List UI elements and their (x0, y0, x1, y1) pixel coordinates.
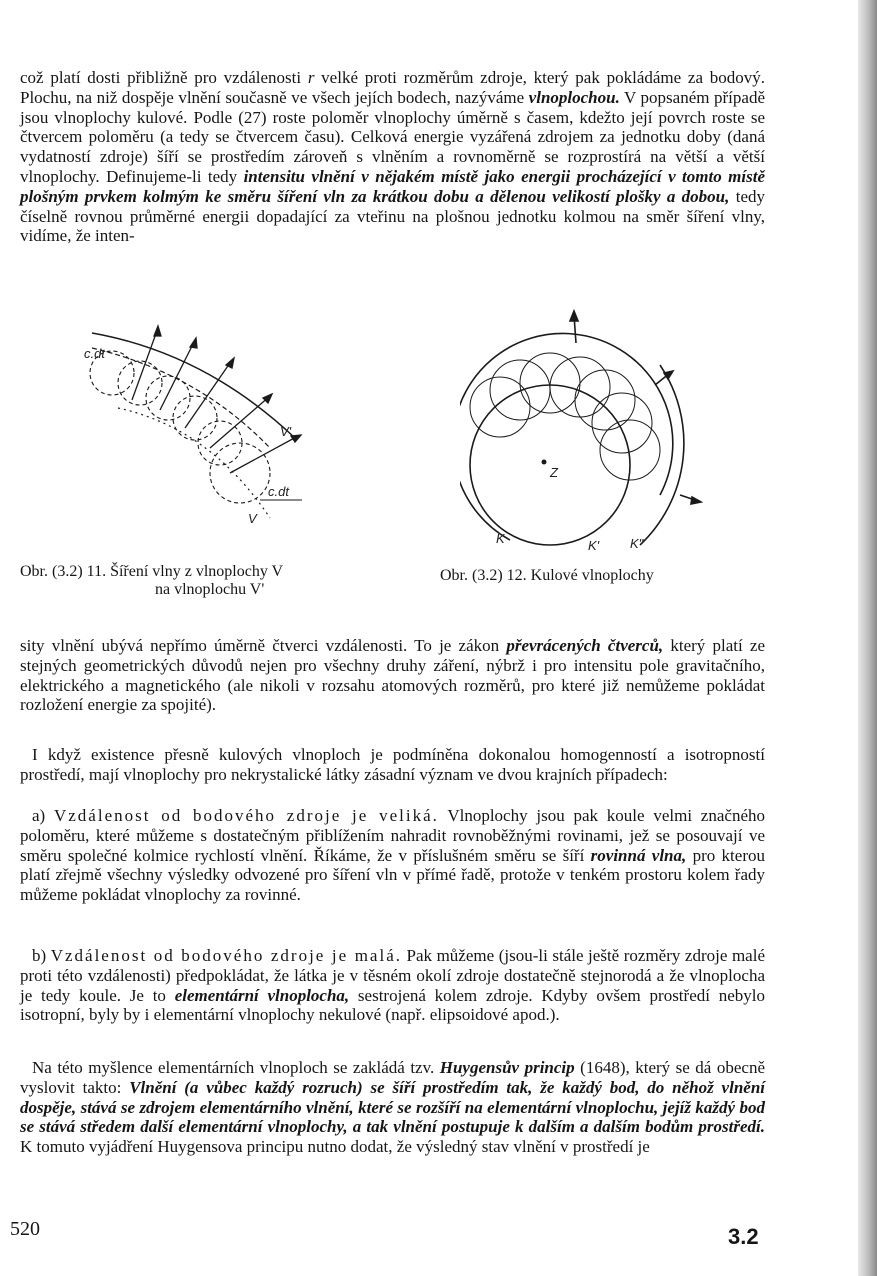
label-k-prime: K' (588, 538, 600, 553)
label-z: Z (550, 465, 558, 480)
paragraph-intensity-definition (20, 68, 765, 246)
term-inverse-square: převrácených čtverců, (506, 636, 664, 655)
figure-11-wave-propagation (70, 318, 330, 543)
ray (185, 360, 232, 428)
paragraph-huygens-principle (20, 1058, 765, 1157)
text-run: Vlnoplochy jsou pak koule velmi značného poloměru, které můžeme s dostatečným přiblížením nahradit rovnoběžnými rovinami, jež se posouvají ve směru společné kolmice rychlostí vlnění. Říkáme, že v příslušném směru se šíří (20, 806, 765, 865)
elementary-wavelet (575, 370, 635, 430)
arrow-head (664, 371, 673, 379)
caption-line: Obr. (3.2) 11. Šíření vlny z vlnoplochy V (20, 563, 284, 580)
arrow-head (190, 338, 197, 348)
case-heading: Vzdálenost od bodového zdroje je veliká. (53, 806, 439, 825)
variable-r: r (307, 68, 315, 87)
wavefront-k-double-prime (640, 365, 684, 545)
term-elementary-wavefront: elementární vlnoplocha, (174, 985, 350, 1005)
text-run: což platí dosti přibližně pro vzdálenosti (20, 68, 308, 87)
text-run: (1648), který se dá obecně vyslovit takto: (20, 1058, 765, 1097)
term-plane-wave: rovinná vlna, (590, 845, 687, 865)
label-k: K (496, 531, 505, 546)
source-point (542, 460, 547, 465)
wavefront-k-prime (460, 334, 673, 540)
label-cdt-bottom: c.dt (268, 484, 289, 499)
elementary-wavelet (173, 396, 217, 440)
text-run: sity vlnění ubývá nepřímo úměrně čtverci vzdálenosti. To je zákon (20, 636, 507, 655)
text-run: Pak můžeme (jsou-li stále ještě rozměry zdroje malé proti této vzdálenosti) předpokládat, že látka je v těsném okolí zdroje dostatečně stejnorodá a že vlnoplocha je tedy koule. Je to (20, 946, 765, 1005)
text-run: pro kterou platí zřejmě všechny výsledky odvozené pro šíření vln v přímé řadě, protože v tenkém prostoru kolem řady můžeme pokládat vlnoplochy za rovinné. (20, 845, 765, 905)
term-huygens: Huygensův princip (439, 1058, 575, 1077)
label-v: V (248, 511, 257, 526)
text-run: V popsaném případě jsou vlnoplochy kulové. Podle (27) roste poloměr vlnoplochy úměrně s časem, kdežto její povrch roste se čtvercem poloměru (a tedy se čtvercem času). Celková energie vyzářená zdrojem za jednotku doby (daná vydatností zdroje) šíří se prostředím zároveň s vlněním a rovnoměrně se rozprostírá na větší a větší vlnoplochy. Definujeme-li tedy (20, 87, 765, 186)
ray (230, 436, 298, 473)
ray (132, 328, 158, 400)
paragraph-case-a (20, 806, 765, 905)
case-label: b) (32, 946, 51, 965)
elementary-wavelet (118, 361, 162, 405)
text-run: sestrojená kolem zdroje. Kdyby ovšem prostředí nebylo isotropní, byly by i elementární vlnoplochy nekulové (např. elipsoidové apod.). (20, 985, 765, 1025)
figure-12-spherical-wavefronts (460, 305, 710, 555)
page-number: 520 (10, 1218, 40, 1240)
definition-intensity: intensitu vlnění v nějakém místě jako energii procházející v tomto místě plošným prvkem kolmým ke směru šíření vln za krátkou dobu a dělenou velikostí plošky a dobou, (20, 166, 765, 206)
elementary-wavelet (146, 376, 190, 420)
paragraph-inverse-square-law (20, 636, 765, 715)
text-run: K tomuto vyjádření Huygensova principu nutno dodat, že výsledný stav vlnění v prostředí je (20, 1137, 650, 1157)
arrow-head (691, 497, 701, 504)
paragraph-homogeneity: I když existence přesně kulových vlnoploch je podmíněna dokonalou homogenností a isotropností prostředí, mají vlnoplochy pro nekrystalické látky zásadní význam ve dvou krajních případech: (20, 745, 765, 784)
figure-11-caption (20, 563, 283, 599)
arrow-head (570, 311, 578, 321)
arrow-head (154, 326, 161, 336)
section-number: 3.2 (728, 1224, 759, 1249)
text-run: Na této myšlence elementárních vlnoploch se zakládá tzv. (32, 1058, 440, 1077)
text-run: který platí ze stejných geometrických důvodů nejen pro všechny druhy záření, nýbrž i pro intensitu pole gravitačního, elektrického a magnetického (ale nikoli v rozsahu atomových rozměrů, pro které již nemůžeme pokládat rozložení energie za spojité). (20, 636, 765, 715)
wavefront-v-prime (92, 333, 295, 438)
elementary-wavelet (470, 377, 530, 437)
case-label: a) (32, 806, 54, 825)
case-heading: Vzdálenost od bodového zdroje je malá. (50, 946, 402, 965)
label-v-prime: V' (280, 424, 292, 439)
text-run: velké proti rozměrům zdroje, který pak pokládáme za bodový. Plochu, na niž dospěje vlnění současně ve všech jejích bodech, nazýváme (20, 68, 765, 107)
label-cdt-top: c.dt (84, 346, 105, 361)
text-run: tedy číselně rovnou průměrné energii dopadající za vteřinu na plošnou jednotku kolmou na směr šíření vlny, vidíme, že inten- (20, 186, 765, 246)
wavefront-inner (92, 348, 270, 448)
caption-line: na vlnoplochu V' (155, 581, 265, 598)
paragraph-case-b (20, 946, 765, 1025)
arrow-head (291, 435, 301, 442)
figure-12-caption: Obr. (3.2) 12. Kulové vlnoplochy (440, 567, 654, 584)
term-vlnoplocha: vlnoplochou. (528, 87, 620, 107)
page-edge-shadow (858, 0, 877, 1276)
huygens-statement: Vlnění (a vůbec každý rozruch) se šíří prostředím tak, že každý bod, do něhož vlnění dospěje, stává se zdrojem elementárního vlnění, které se rozšíří na elementární vlnoplochu, jejíž každý bod se stává středem další elementární vlnoplochy, a tak vlnění postupuje k dalším a dalším bodům prostředí. (20, 1077, 765, 1137)
label-k-double-prime: K" (630, 536, 644, 551)
